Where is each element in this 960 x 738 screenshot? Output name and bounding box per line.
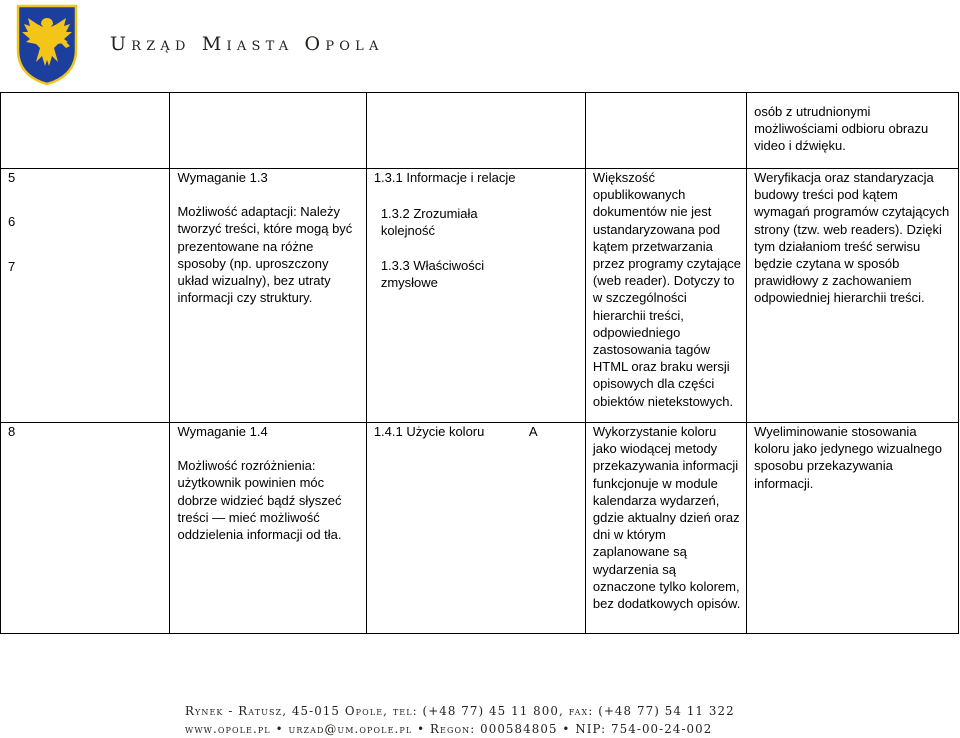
row-numbers [8,169,24,276]
requirement-description: Możliwość rozróżnienia: użytkownik powinien móc dobrze widzieć bądź słyszeć treści — mieć możliwość oddzielenia informacji od tła. [177,458,342,543]
criteria-cell [366,423,585,634]
row-number: 8 [1,423,170,634]
footer-contact: www.opole.pl • urzad@um.opole.pl • Regon: 000584805 • NIP: 754-00-24-002 [185,722,713,736]
requirement-title: Wymaganie 1.3 [177,170,268,185]
requirements-table [0,92,959,634]
finding-cell: Większość opublikowanych dokumentów nie jest ustandaryzowana pod kątem przetwarzania przez programy czytające (web reader). Dotyczy to w szczególności hierarchii treści, odpowiedniego zastosowania tagów HTML oraz braku wersji opisowych dla części obiektów nietekstowych. [585,169,746,423]
requirement-cell [1,169,170,423]
row-number: 7 [8,259,16,275]
table-row [1,423,959,634]
conformance-level: A [528,424,538,439]
criterion-main: 1.3.1 Informacje i relacje [373,170,516,185]
requirement-description-cell [170,423,366,634]
office-name: Urząd Miasta Opola [110,33,384,55]
row-number: 5 [8,170,16,185]
page-footer [185,702,945,738]
row-number: 6 [8,214,16,230]
criterion-sub-list [374,205,581,291]
recommendation-cell: Weryfikacja oraz standaryzacja budowy treści pod kątem wymagań programów czytających strony (tzw. web readers). Dzięki tym działaniom treść serwisu będzie czytana w sposób prawidłowy z zachowaniem odpowiedniej hierarchii treści. [747,169,959,423]
requirement-title: Wymaganie 1.4 [177,424,268,439]
table-row [1,93,959,169]
opole-eagle-crest-icon [16,4,78,86]
requirement-description: Możliwość adaptacji: Należy tworzyć treści, które mogą być prezentowane na różne sposoby (np. uproszczony układ wizualny), bez utraty informacji czy struktury. [177,204,353,306]
criteria-cell [366,169,585,423]
finding-cell: Wykorzystanie koloru jako wiodącej metody przekazywania informacji funkcjonuje w module kalendarza wydarzeń, gdzie aktualny dzień oraz dni w którym zaplanowane są wydarzenia są oznaczone tylko kolorem, bez dodatkowych opisów. [585,423,746,634]
table-row [1,169,959,423]
recommendation-cell: Wyeliminowanie stosowania koloru jako jedynego wizualnego sposobu przekazywania informacji. [747,423,959,634]
requirement-description-cell [170,169,366,423]
footer-address: Rynek - Ratusz, 45-015 Opole, tel: (+48 77) 45 11 800, fax: (+48 77) 54 11 322 [185,704,735,718]
criterion-sub: 1.3.2 Zrozumiała kolejność [380,206,478,239]
page-header [0,0,960,90]
criterion-main: 1.4.1 Użycie koloru [373,424,485,439]
recommendation-cell: osób z utrudnionymi możliwościami odbioru obrazu video i dźwięku. [747,93,959,169]
criterion-sub: 1.3.3 Właściwości zmysłowe [380,257,485,290]
